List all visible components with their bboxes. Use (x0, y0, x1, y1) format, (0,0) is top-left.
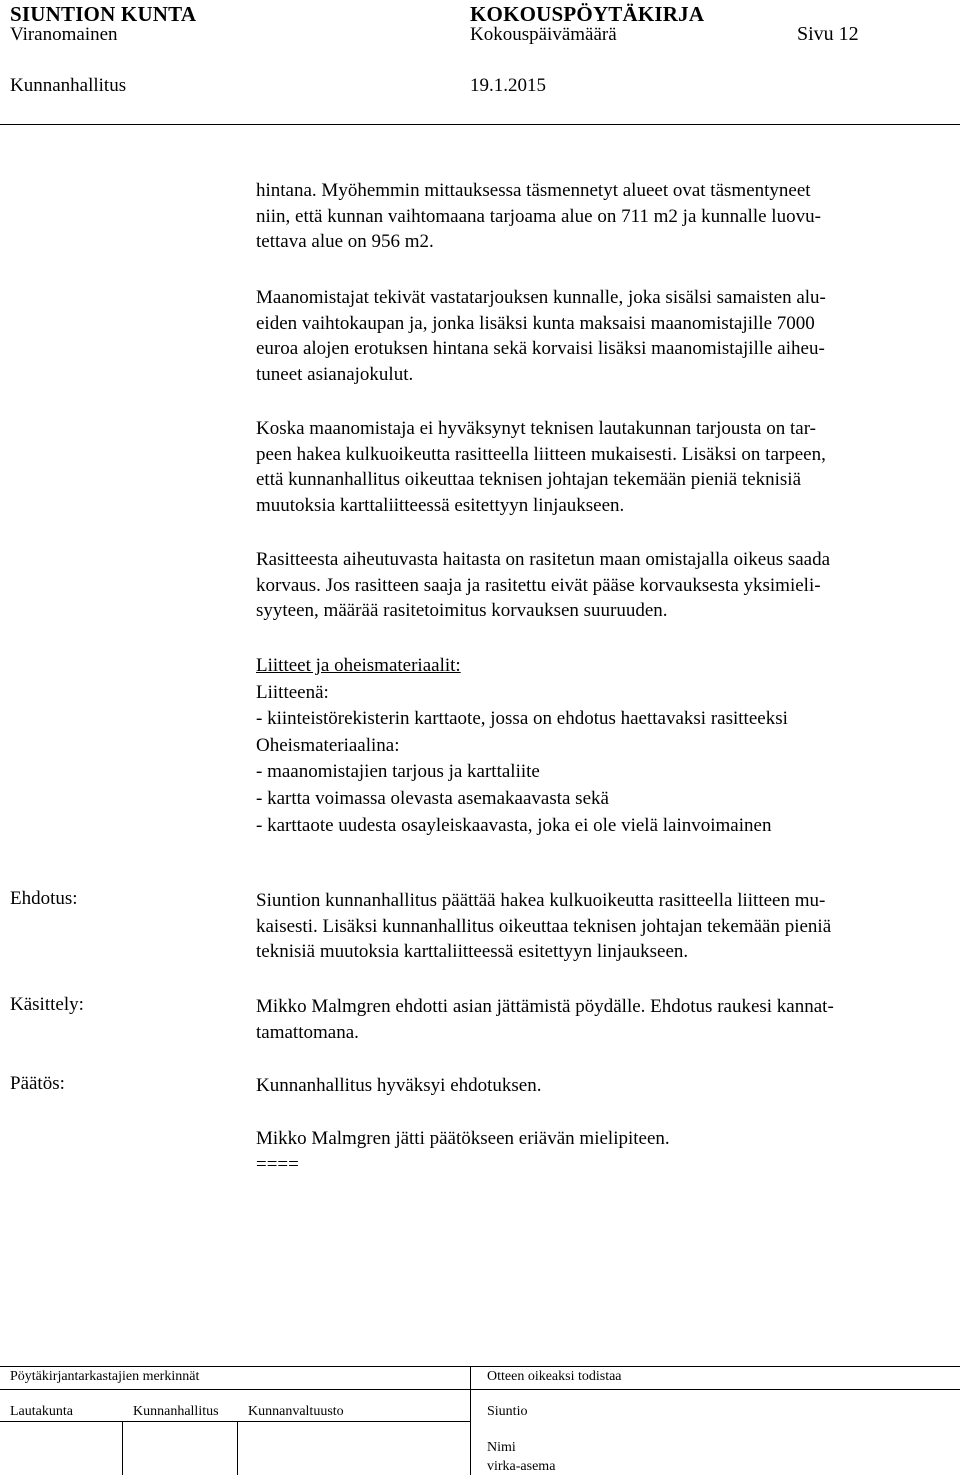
signature-rule (0, 1421, 470, 1422)
text-line: eiden vaihtokaupan ja, jonka lisäksi kunta maksaisi maanomistajille 7000 (256, 312, 815, 334)
attachment-line: - karttaote uudesta osayleiskaavasta, joka ei ole vielä lainvoimainen (256, 814, 772, 836)
footer-mid-rule (0, 1389, 960, 1390)
body-paragraph-3 (256, 416, 942, 518)
meeting-date: 19.1.2015 (470, 75, 546, 96)
text-line: hintana. Myöhemmin mittauksessa täsmennetyt alueet ovat täsmentyneet (256, 180, 811, 201)
proposal-label: Ehdotus: (10, 888, 78, 909)
end-marker: ==== (256, 1153, 299, 1175)
text-line: tamattomana. (256, 1021, 359, 1043)
text-line: Koska maanomistaja ei hyväksynyt teknisen lautakunnan tarjousta on tar- (256, 418, 816, 439)
place-label: Siuntio (487, 1404, 528, 1419)
text-line: korvaus. Jos rasitteen saaja ja rasitettu eivät pääse korvauksesta yksimieli- (256, 574, 821, 596)
text-line: peen hakea kulkuoikeutta rasitteella liitteen mukaisesti. Lisäksi on tarpeen, (256, 443, 826, 465)
text-line: että kunnanhallitus oikeuttaa teknisen johtajan tekemään pieniä teknisiä (256, 469, 802, 490)
attachment-line: Oheismateriaalina: (256, 734, 400, 756)
decision-line: Kunnanhallitus hyväksyi ehdotuksen. (256, 1075, 542, 1096)
footer-top-rule (0, 1366, 960, 1367)
attachment-line: - maanomistajien tarjous ja karttaliite (256, 761, 540, 783)
handling-text (256, 994, 942, 1045)
attachment-line: - kartta voimassa olevasta asemakaavasta sekä (256, 787, 609, 809)
text-line: niin, että kunnan vaihtomaana tarjoama alue on 711 m2 ja kunnalle luovu- (256, 205, 821, 227)
text-line: syyteen, määrää rasitetoimitus korvauksen suuruuden. (256, 600, 668, 621)
position-label: virka-asema (487, 1459, 556, 1474)
meeting-date-label: Kokouspäivämäärä (470, 24, 617, 45)
council-label: Kunnanvaltuusto (248, 1404, 344, 1419)
body-paragraph-1 (256, 178, 942, 255)
text-line: Rasitteesta aiheutuvasta haitasta on rasitetun maan omistajalla oikeus saada (256, 549, 831, 570)
organization-name: SIUNTION KUNTA (10, 2, 197, 26)
decision-label: Päätös: (10, 1073, 65, 1094)
dissent-text (256, 1126, 942, 1177)
signature-divider (237, 1421, 238, 1475)
text-line: kaisesti. Lisäksi kunnanhallitus oikeuttaa teknisen johtajan tekemään pieniä (256, 915, 832, 937)
text-line: Mikko Malmgren ehdotti asian jättämistä pöydälle. Ehdotus raukesi kannat- (256, 996, 834, 1017)
signature-divider (470, 1366, 471, 1475)
body-paragraph-4 (256, 547, 942, 624)
authority-name: Kunnanhallitus (10, 75, 127, 96)
handling-label: Käsittely: (10, 994, 84, 1015)
dissent-line: Mikko Malmgren jätti päätökseen eriävän mielipiteen. (256, 1128, 670, 1149)
header-rule (0, 124, 960, 125)
inspectors-label: Pöytäkirjantarkastajien merkinnät (10, 1369, 200, 1384)
certified-label: Otteen oikeaksi todistaa (487, 1369, 622, 1384)
text-line: tettava alue on 956 m2. (256, 231, 434, 252)
text-line: muutoksia karttaliitteessä esitettyyn linjaukseen. (256, 494, 625, 516)
board-label: Lautakunta (10, 1404, 73, 1419)
text-line: tuneet asianajokulut. (256, 363, 414, 385)
attachment-line: - kiinteistörekisterin karttaote, jossa on ehdotus haettavaksi rasitteeksi (256, 708, 788, 730)
document-type: KOKOUSPÖYTÄKIRJA (470, 2, 705, 26)
attachments-section (256, 653, 942, 839)
government-label: Kunnanhallitus (133, 1404, 219, 1419)
authority-label: Viranomainen (10, 24, 118, 45)
signature-divider (122, 1421, 123, 1475)
text-line: euroa alojen erotuksen hintana sekä korvaisi lisäksi maanomistajille aiheu- (256, 338, 825, 359)
body-paragraph-2 (256, 285, 942, 387)
attachments-heading: Liitteet ja oheismateriaalit: (256, 655, 461, 676)
text-line: Maanomistajat tekivät vastatarjouksen kunnalle, joka sisälsi samaisten alu- (256, 287, 826, 308)
page-number: Sivu 12 (797, 23, 859, 45)
text-line: Siuntion kunnanhallitus päättää hakea kulkuoikeutta rasitteella liitteen mu- (256, 890, 826, 911)
proposal-text (256, 888, 942, 965)
text-line: teknisiä muutoksia karttaliitteessä esitettyyn linjaukseen. (256, 941, 689, 962)
attachment-line: Liitteenä: (256, 681, 329, 703)
name-label: Nimi (487, 1440, 516, 1455)
decision-text (256, 1073, 942, 1099)
